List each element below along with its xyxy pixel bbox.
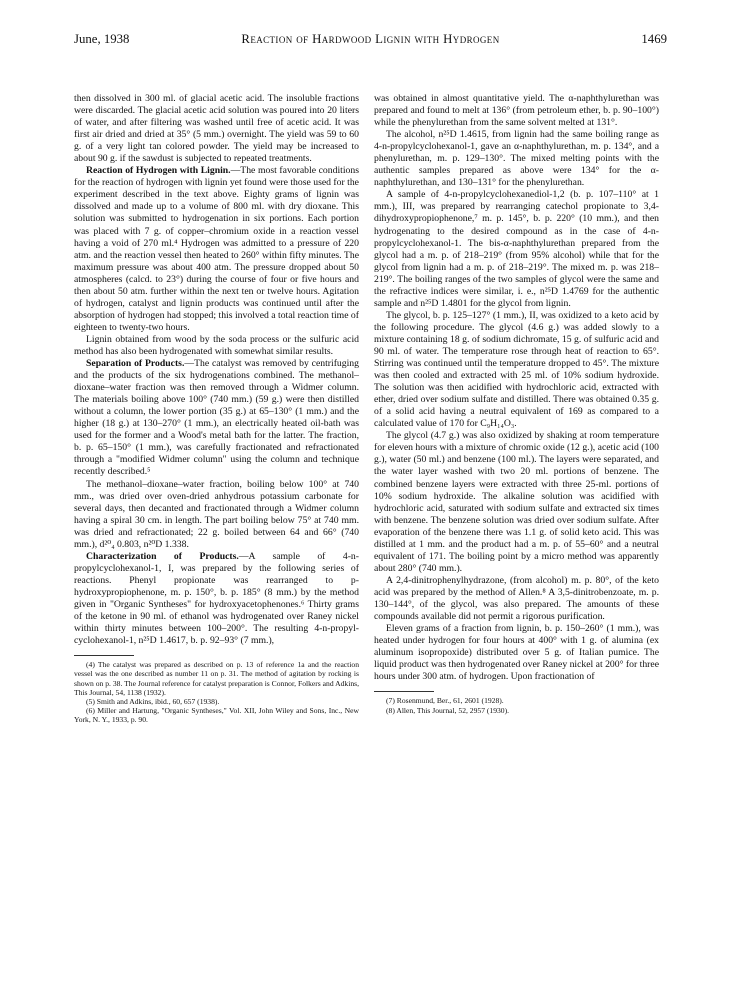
paragraph: Lignin obtained from wood by the soda process or the sulfuric acid method has also been hydrogenated with somewhat similar results. <box>74 333 359 357</box>
paragraph: Characterization of Products.—A sample of 4-n-propylcyclohexanol-1, I, was prepared by the following series of reactions. Phenyl propionate was rearranged to p-hydroxypropiophenone, m. p. 150°, b. p. 185° (8 mm.) by the method given in "Organic Syntheses" for hydroxyacetophenones.⁶ Thirty grams of the ketone in 90 ml. of ethanol was hydrogenated over Raney nickel within thirty minutes between 100–200°. The resulting 4-n-propyl-cyclohexanol-1, n²⁵D 1.4617, b. p. 92–93° (7 mm.), <box>74 550 359 647</box>
footnote: (8) Allen, This Journal, 52, 2957 (1930). <box>386 705 510 715</box>
section-heading: Characterization of Products. <box>86 550 239 562</box>
paragraph: The glycol, b. p. 125–127° (1 mm.), II, was oxidized to a keto acid by the following procedure. The glycol (4.6 g.) was added slowly to a mixture containing 18 g. of sodium dichromate, 15 g. of sulfuric acid and 90 ml. of water. The temperature rose through heat of reaction to 65°. Stirring was continued until the temperature dropped to 45°. The mixture was then cooled and extracted with 25 ml. of 10% sodium hydroxide. The solution was then acidified with hydrochloric acid, extracted with ether, dried over sodium sulfate and distilled. There was obtained 0.35 g. of a solid acid having a neutral equivalent of 169 as compared to a calculated value of 170 for C₉H₁₄O₃. <box>374 309 659 430</box>
footnote-divider <box>374 691 434 692</box>
paragraph: A sample of 4-n-propylcyclohexanediol-1,2 (b. p. 107–110° at 1 mm.), III, was prepared by rearranging catechol propionate to 3,4-dihydroxypropiophenone,⁷ m. p. 145°, b. p. 220° (10 mm.), and then hydrogenating to the desired compound as in the case of 4-n-propylcyclohexanol-1. The bis-α-naphthylurethan prepared from the glycol had a m. p. of 218–219° (from 95% alcohol) while that for the glycol from lignin had a m. p. of 218–219°. The mixed m. p. was 218–219°. The boiling ranges of the two samples of glycol were the same and the refractive indices were similar, i. e., n²⁵D 1.4769 for the authentic sample and n²⁵D 1.4801 for the glycol from lignin. <box>374 189 659 309</box>
footnote: (5) Smith and Adkins, ibid., 60, 657 (1938). <box>86 696 220 706</box>
paragraph: then dissolved in 300 ml. of glacial acetic acid. The insoluble fractions were discarded. The glacial acetic acid solution was poured into 20 liters of water, and after filtering was washed until free of acetic acid. It was first air dried and dried at 35° (5 mm.) overnight. The yield was 59 to 60 g. of a very light tan colored powder. The yield may be increased to about 90 g. if the sawdust is subjected to repeated treatments. <box>74 93 359 165</box>
right-column <box>374 93 659 715</box>
left-column <box>74 93 359 725</box>
footnote-divider <box>74 655 134 656</box>
paragraph: Eleven grams of a fraction from lignin, b. p. 150–260° (1 mm.), was heated under hydrogen for four hours at 400° with 1 g. of alumina (ex aluminum isopropoxide) distributed over 5 g. of Italian pumice. The liquid product was then hydrogenated over Raney nickel at 200° for three hours under 300 atm. of hydrogen. Upon fractionation of <box>374 623 659 683</box>
paragraph: The glycol (4.7 g.) was also oxidized by shaking at room temperature for eleven hours with a mixture of chromic oxide (12 g.), acetic acid (100 g.), water (50 ml.) and benzene (100 ml.). The layers were separated, and the water layer washed with two 20 ml. portions of benzene. The combined benzene layers were extracted with three 25-ml. portions of 10% sodium hydroxide. The alkaline solution was acidified with hydrochloric acid, saturated with sodium sulfate and extracted six times with benzene. The benzene solution was dried over sodium sulfate. After evaporation of the benzene there was 1.1 g. of solid keto acid. This was distilled at 1 mm. and the product had a m. p. of 55–60° and a neutral equivalent of 171. The boiling point by a micro method was apparently about 280° (740 mm.). <box>374 430 659 574</box>
issue-date: June, 1938 <box>74 32 130 46</box>
footnote: (7) Rosenmund, Ber., 61, 2601 (1928). <box>386 696 504 706</box>
footnote: (4) The catalyst was prepared as described on p. 13 of reference 1a and the reaction vessel was the one described as number 11 on p. 31. The method of agitation by rocking is shown on p. 38. The Journal reference for catalyst preparation is Connor, Folkers and Adkins, This Journal, 54, 1138 (1932). <box>74 660 359 697</box>
page-header <box>74 32 667 46</box>
paragraph: Separation of Products.—The catalyst was removed by centrifuging and the products of the six hydrogenations combined. The methanol–dioxane–water fraction was then removed through a Widmer column. The materials boiling above 100° (740 mm.) (59 g.) were then distilled without a column, the lower portion (35 g.) at 65–130° (1 mm.) and the higher (18 g.) at 130–270° (1 mm.), an electrically heated oil-bath was used for the former and a Wood's metal bath for the latter. The fraction, b. p. 65–150° (1 mm.), was carefully fractionated and refractionated through a "modified Widmer column" using the column and technique recently described.⁵ <box>74 358 359 478</box>
paragraph: A 2,4-dinitrophenylhydrazone, (from alcohol) m. p. 80°, of the keto acid was prepared by the method of Allen.⁸ A 3,5-dinitrobenzoate, m. p. 130–144°, of the glycol, was also prepared. The amounts of these compounds available did not permit a rigorous purification. <box>374 574 659 623</box>
paragraph: The methanol–dioxane–water fraction, boiling below 100° at 740 mm., was dried over oven-dried anhydrous potassium carbonate for several days, then decanted and fractionated through a Widmer column having a spiral 30 cm. in length. The part boiling below 75° at 740 mm. was dried and refractionated; 22 g. boiled between 64 and 66° (740 mm.), d²⁰₄ 0.803, n²⁰D 1.338. <box>74 478 359 550</box>
footnote: (6) Miller and Hartung, "Organic Syntheses," Vol. XII, John Wiley and Sons, Inc., New York, N. Y., 1933, p. 90. <box>74 706 359 725</box>
paragraph: was obtained in almost quantitative yield. The α-naphthylurethan was prepared and found to melt at 136° (from petroleum ether, b. p. 90–100°) while the phenylurethan from the same solvent melted at 131°. <box>374 93 659 129</box>
running-title: Reaction of Hardwood Lignin with Hydrogen <box>241 32 500 46</box>
paragraph: The alcohol, n²⁵D 1.4615, from lignin had the same boiling range as 4-n-propylcyclohexanol-1, gave an α-naphthylurethan, m. p. 134°, and a phenylurethan, m. p. 129–130°. The mixed melting points with the authentic samples prepared as above were 134° for the α-naphthylurethan, and 130–131° for the phenylurethan. <box>374 129 659 189</box>
section-heading: Separation of Products. <box>86 358 185 370</box>
page-number: 1469 <box>641 32 667 46</box>
paragraph: Reaction of Hydrogen with Lignin.—The most favorable conditions for the reaction of hydrogen with lignin yet found were those used for the experiment described in the text above. Eighty grams of lignin was dissolved and made up to a volume of 800 ml. with dry dioxane. This solution was submitted to hydrogenation in six portions. Each portion was placed with 7 g. of copper–chromium oxide in a reaction vessel having a void of 270 ml.⁴ Hydrogen was admitted to a pressure of 220 atm. and the reaction vessel then heated to 260° within fifty minutes. The maximum pressure was about 400 atm. The pressure dropped about 50 atmospheres (calcd. to 23°) during the course of four or five hours and then about 50 atm. further within the next ten or twelve hours. Agitation of hydrogen, catalyst and lignin products was continued until after the absorption of hydrogen had stopped; this involved a total reaction time of eighteen to twenty-two hours. <box>74 165 359 333</box>
section-heading: Reaction of Hydrogen with Lignin. <box>86 165 231 177</box>
